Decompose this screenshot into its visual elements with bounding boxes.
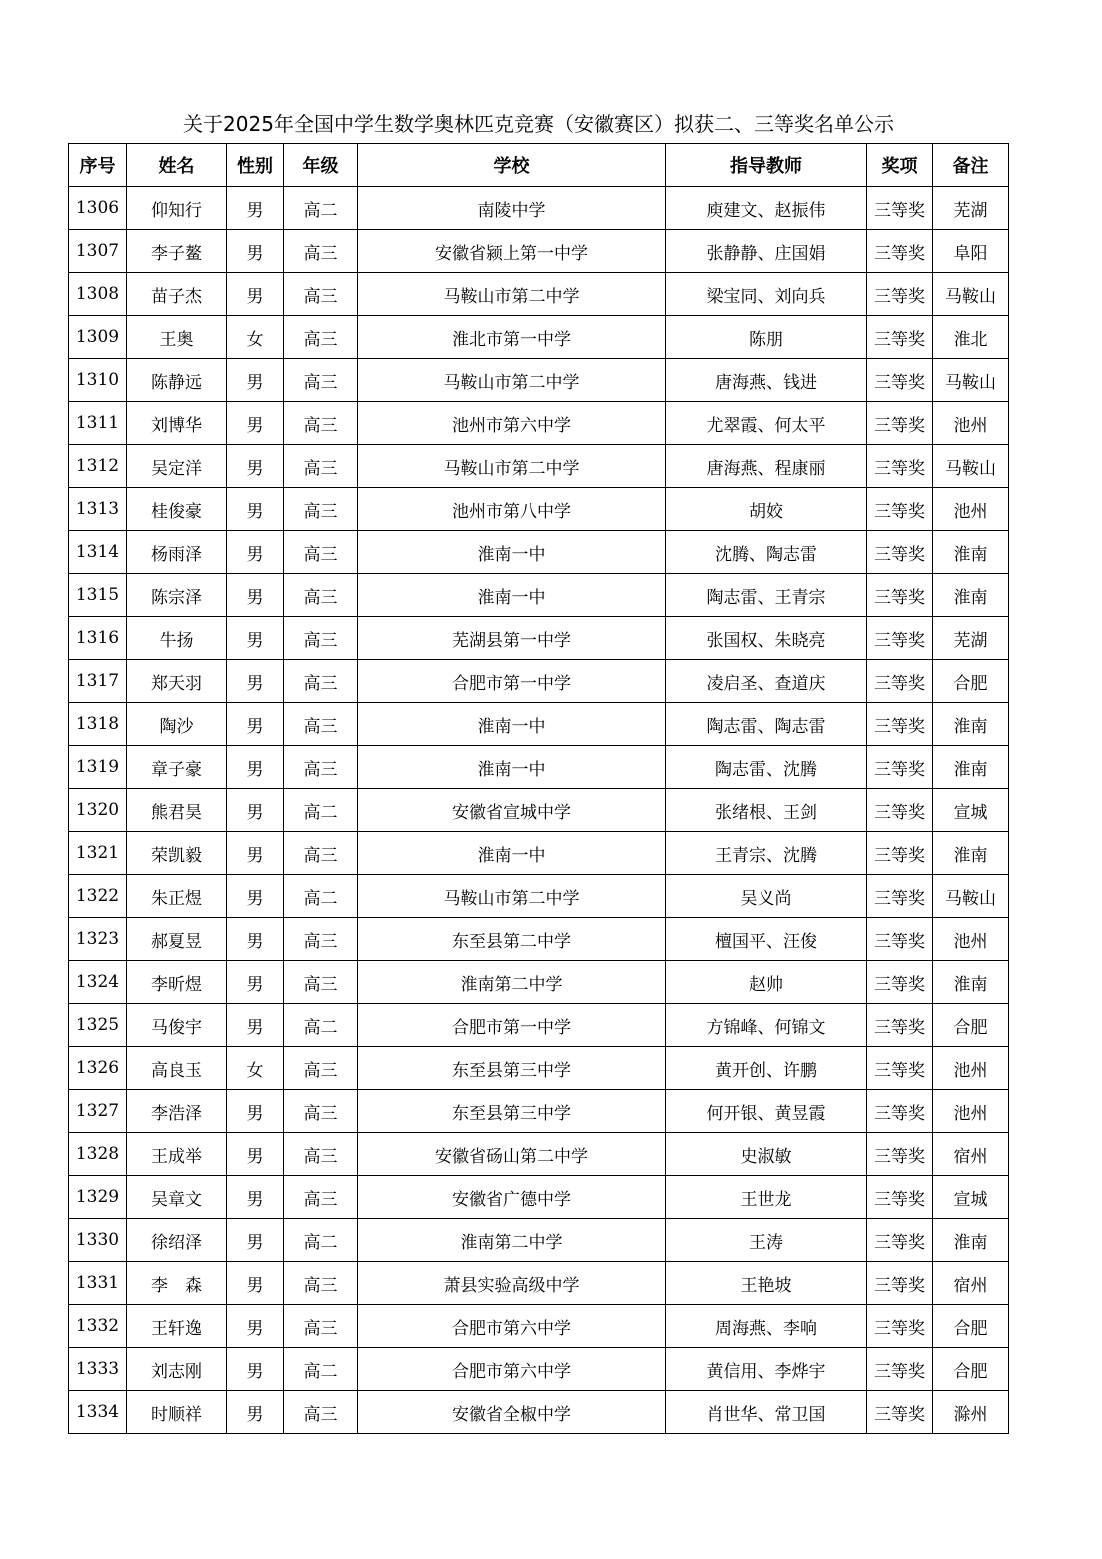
cell-name: 徐绍泽 (127, 1219, 227, 1262)
header-name: 姓名 (127, 144, 227, 187)
cell-index: 1330 (69, 1219, 127, 1262)
cell-gender: 男 (227, 918, 284, 961)
cell-grade: 高三 (284, 273, 358, 316)
cell-index: 1325 (69, 1004, 127, 1047)
header-index: 序号 (69, 144, 127, 187)
cell-award: 三等奖 (867, 660, 933, 703)
cell-gender: 男 (227, 1176, 284, 1219)
cell-grade: 高三 (284, 660, 358, 703)
cell-grade: 高三 (284, 316, 358, 359)
cell-name: 吴定洋 (127, 445, 227, 488)
cell-index: 1314 (69, 531, 127, 574)
cell-teacher: 胡姣 (666, 488, 867, 531)
cell-index: 1313 (69, 488, 127, 531)
cell-remark: 合肥 (933, 660, 1009, 703)
cell-name: 王奥 (127, 316, 227, 359)
cell-grade: 高三 (284, 1305, 358, 1348)
table-row (69, 230, 1009, 273)
cell-name: 朱正煜 (127, 875, 227, 918)
cell-teacher: 陶志雷、王青宗 (666, 574, 867, 617)
cell-remark: 马鞍山 (933, 359, 1009, 402)
cell-index: 1309 (69, 316, 127, 359)
cell-remark: 合肥 (933, 1348, 1009, 1391)
cell-award: 三等奖 (867, 445, 933, 488)
cell-index: 1310 (69, 359, 127, 402)
cell-school: 淮南一中 (358, 703, 666, 746)
table-row (69, 1219, 1009, 1262)
cell-grade: 高三 (284, 1133, 358, 1176)
cell-gender: 男 (227, 789, 284, 832)
cell-school: 合肥市第一中学 (358, 1004, 666, 1047)
cell-index: 1317 (69, 660, 127, 703)
table-row (69, 359, 1009, 402)
cell-remark: 池州 (933, 918, 1009, 961)
cell-school: 芜湖县第一中学 (358, 617, 666, 660)
cell-remark: 马鞍山 (933, 445, 1009, 488)
cell-award: 三等奖 (867, 316, 933, 359)
cell-remark: 淮南 (933, 832, 1009, 875)
cell-school: 马鞍山市第二中学 (358, 445, 666, 488)
cell-teacher: 唐海燕、程康丽 (666, 445, 867, 488)
header-remark: 备注 (933, 144, 1009, 187)
cell-gender: 男 (227, 1090, 284, 1133)
cell-name: 杨雨泽 (127, 531, 227, 574)
cell-grade: 高三 (284, 488, 358, 531)
cell-teacher: 王青宗、沈腾 (666, 832, 867, 875)
cell-grade: 高三 (284, 961, 358, 1004)
cell-award: 三等奖 (867, 703, 933, 746)
cell-award: 三等奖 (867, 273, 933, 316)
header-gender: 性别 (227, 144, 284, 187)
cell-remark: 马鞍山 (933, 273, 1009, 316)
cell-name: 陈静远 (127, 359, 227, 402)
cell-name: 李 森 (127, 1262, 227, 1305)
cell-name: 吴章文 (127, 1176, 227, 1219)
cell-remark: 芜湖 (933, 187, 1009, 230)
cell-school: 安徽省全椒中学 (358, 1391, 666, 1434)
cell-school: 马鞍山市第二中学 (358, 875, 666, 918)
cell-teacher: 黄信用、李烨宇 (666, 1348, 867, 1391)
cell-remark: 合肥 (933, 1305, 1009, 1348)
cell-name: 郝夏昱 (127, 918, 227, 961)
cell-index: 1328 (69, 1133, 127, 1176)
cell-index: 1308 (69, 273, 127, 316)
cell-award: 三等奖 (867, 918, 933, 961)
cell-award: 三等奖 (867, 1262, 933, 1305)
table-row (69, 617, 1009, 660)
cell-gender: 女 (227, 316, 284, 359)
table-row (69, 703, 1009, 746)
cell-award: 三等奖 (867, 488, 933, 531)
cell-name: 郑天羽 (127, 660, 227, 703)
cell-teacher: 方锦峰、何锦文 (666, 1004, 867, 1047)
cell-remark: 宣城 (933, 789, 1009, 832)
cell-grade: 高三 (284, 1090, 358, 1133)
table-row (69, 574, 1009, 617)
cell-index: 1311 (69, 402, 127, 445)
cell-teacher: 凌启圣、查道庆 (666, 660, 867, 703)
cell-teacher: 周海燕、李响 (666, 1305, 867, 1348)
cell-award: 三等奖 (867, 1391, 933, 1434)
cell-remark: 宿州 (933, 1133, 1009, 1176)
cell-remark: 淮南 (933, 574, 1009, 617)
cell-gender: 男 (227, 359, 284, 402)
cell-school: 淮北市第一中学 (358, 316, 666, 359)
cell-name: 章子豪 (127, 746, 227, 789)
cell-name: 熊君昊 (127, 789, 227, 832)
cell-index: 1332 (69, 1305, 127, 1348)
cell-grade: 高三 (284, 703, 358, 746)
cell-remark: 滁州 (933, 1391, 1009, 1434)
cell-remark: 淮南 (933, 961, 1009, 1004)
cell-school: 池州市第八中学 (358, 488, 666, 531)
table-row (69, 273, 1009, 316)
header-row (69, 144, 1009, 187)
cell-teacher: 梁宝同、刘向兵 (666, 273, 867, 316)
table-row (69, 1391, 1009, 1434)
table-row (69, 918, 1009, 961)
header-teacher: 指导教师 (666, 144, 867, 187)
cell-school: 池州市第六中学 (358, 402, 666, 445)
cell-index: 1321 (69, 832, 127, 875)
cell-award: 三等奖 (867, 617, 933, 660)
table-row (69, 402, 1009, 445)
cell-remark: 池州 (933, 1047, 1009, 1090)
cell-teacher: 肖世华、常卫国 (666, 1391, 867, 1434)
cell-gender: 男 (227, 273, 284, 316)
cell-remark: 宣城 (933, 1176, 1009, 1219)
cell-teacher: 唐海燕、钱进 (666, 359, 867, 402)
cell-award: 三等奖 (867, 1176, 933, 1219)
header-award: 奖项 (867, 144, 933, 187)
cell-name: 李昕煜 (127, 961, 227, 1004)
cell-award: 三等奖 (867, 402, 933, 445)
cell-gender: 男 (227, 531, 284, 574)
cell-gender: 男 (227, 488, 284, 531)
cell-index: 1319 (69, 746, 127, 789)
cell-grade: 高三 (284, 359, 358, 402)
cell-gender: 男 (227, 230, 284, 273)
cell-gender: 男 (227, 1305, 284, 1348)
table-row (69, 961, 1009, 1004)
cell-gender: 男 (227, 617, 284, 660)
cell-remark: 池州 (933, 488, 1009, 531)
cell-name: 高良玉 (127, 1047, 227, 1090)
cell-gender: 男 (227, 574, 284, 617)
cell-name: 苗子杰 (127, 273, 227, 316)
cell-remark: 宿州 (933, 1262, 1009, 1305)
cell-gender: 男 (227, 1348, 284, 1391)
cell-name: 陈宗泽 (127, 574, 227, 617)
cell-gender: 男 (227, 1004, 284, 1047)
cell-name: 牛扬 (127, 617, 227, 660)
cell-teacher: 史淑敏 (666, 1133, 867, 1176)
table-row (69, 488, 1009, 531)
cell-grade: 高二 (284, 1348, 358, 1391)
cell-school: 安徽省砀山第二中学 (358, 1133, 666, 1176)
cell-award: 三等奖 (867, 746, 933, 789)
cell-award: 三等奖 (867, 574, 933, 617)
cell-school: 合肥市第一中学 (358, 660, 666, 703)
cell-school: 淮南第二中学 (358, 1219, 666, 1262)
award-list-table (68, 143, 1009, 1434)
cell-remark: 合肥 (933, 1004, 1009, 1047)
cell-grade: 高三 (284, 1047, 358, 1090)
document-title: 关于2025年全国中学生数学奥林匹克竞赛（安徽赛区）拟获二、三等奖名单公示 (183, 112, 894, 136)
cell-gender: 男 (227, 1391, 284, 1434)
cell-teacher: 王世龙 (666, 1176, 867, 1219)
cell-gender: 男 (227, 746, 284, 789)
table-row (69, 832, 1009, 875)
cell-gender: 男 (227, 187, 284, 230)
cell-grade: 高三 (284, 1391, 358, 1434)
cell-award: 三等奖 (867, 1348, 933, 1391)
cell-grade: 高三 (284, 1262, 358, 1305)
table-row (69, 316, 1009, 359)
table-row (69, 187, 1009, 230)
table-row (69, 1004, 1009, 1047)
cell-remark: 淮南 (933, 531, 1009, 574)
cell-award: 三等奖 (867, 187, 933, 230)
cell-remark: 池州 (933, 1090, 1009, 1133)
cell-school: 东至县第二中学 (358, 918, 666, 961)
cell-school: 淮南一中 (358, 574, 666, 617)
cell-teacher: 檀国平、汪俊 (666, 918, 867, 961)
cell-remark: 阜阳 (933, 230, 1009, 273)
cell-grade: 高三 (284, 531, 358, 574)
cell-grade: 高三 (284, 1176, 358, 1219)
table-row (69, 1262, 1009, 1305)
cell-remark: 芜湖 (933, 617, 1009, 660)
cell-school: 安徽省广德中学 (358, 1176, 666, 1219)
cell-remark: 淮南 (933, 1219, 1009, 1262)
cell-name: 刘博华 (127, 402, 227, 445)
cell-school: 东至县第三中学 (358, 1090, 666, 1133)
cell-school: 南陵中学 (358, 187, 666, 230)
cell-teacher: 尤翠霞、何太平 (666, 402, 867, 445)
cell-teacher: 何开银、黄昱霞 (666, 1090, 867, 1133)
cell-index: 1323 (69, 918, 127, 961)
table-row (69, 1305, 1009, 1348)
cell-index: 1324 (69, 961, 127, 1004)
cell-grade: 高三 (284, 574, 358, 617)
cell-name: 时顺祥 (127, 1391, 227, 1434)
cell-teacher: 庾建文、赵振伟 (666, 187, 867, 230)
cell-grade: 高二 (284, 789, 358, 832)
cell-teacher: 黄开创、许鹏 (666, 1047, 867, 1090)
cell-grade: 高二 (284, 1004, 358, 1047)
cell-gender: 男 (227, 961, 284, 1004)
cell-grade: 高二 (284, 187, 358, 230)
cell-award: 三等奖 (867, 359, 933, 402)
cell-teacher: 赵帅 (666, 961, 867, 1004)
table-row (69, 1348, 1009, 1391)
cell-teacher: 王艳坡 (666, 1262, 867, 1305)
cell-gender: 男 (227, 660, 284, 703)
cell-index: 1315 (69, 574, 127, 617)
table-row (69, 445, 1009, 488)
cell-remark: 马鞍山 (933, 875, 1009, 918)
table-row (69, 660, 1009, 703)
cell-teacher: 王涛 (666, 1219, 867, 1262)
cell-gender: 男 (227, 1262, 284, 1305)
cell-grade: 高三 (284, 746, 358, 789)
cell-index: 1316 (69, 617, 127, 660)
cell-award: 三等奖 (867, 1133, 933, 1176)
cell-index: 1320 (69, 789, 127, 832)
cell-index: 1306 (69, 187, 127, 230)
cell-name: 荣凯毅 (127, 832, 227, 875)
cell-remark: 淮南 (933, 746, 1009, 789)
cell-school: 东至县第三中学 (358, 1047, 666, 1090)
cell-teacher: 张静静、庄国娟 (666, 230, 867, 273)
cell-teacher: 张国权、朱晓亮 (666, 617, 867, 660)
table-row (69, 875, 1009, 918)
cell-award: 三等奖 (867, 1219, 933, 1262)
cell-award: 三等奖 (867, 531, 933, 574)
cell-remark: 池州 (933, 402, 1009, 445)
cell-award: 三等奖 (867, 1090, 933, 1133)
cell-index: 1329 (69, 1176, 127, 1219)
cell-school: 萧县实验高级中学 (358, 1262, 666, 1305)
cell-index: 1307 (69, 230, 127, 273)
cell-teacher: 沈腾、陶志雷 (666, 531, 867, 574)
cell-index: 1334 (69, 1391, 127, 1434)
cell-index: 1326 (69, 1047, 127, 1090)
cell-grade: 高三 (284, 832, 358, 875)
cell-award: 三等奖 (867, 875, 933, 918)
cell-school: 马鞍山市第二中学 (358, 359, 666, 402)
cell-teacher: 陶志雷、沈腾 (666, 746, 867, 789)
cell-school: 淮南一中 (358, 746, 666, 789)
cell-index: 1322 (69, 875, 127, 918)
cell-index: 1327 (69, 1090, 127, 1133)
cell-index: 1318 (69, 703, 127, 746)
cell-grade: 高三 (284, 918, 358, 961)
cell-school: 淮南一中 (358, 531, 666, 574)
cell-school: 安徽省颍上第一中学 (358, 230, 666, 273)
cell-grade: 高二 (284, 1219, 358, 1262)
cell-award: 三等奖 (867, 961, 933, 1004)
cell-grade: 高三 (284, 445, 358, 488)
cell-gender: 男 (227, 832, 284, 875)
cell-name: 桂俊豪 (127, 488, 227, 531)
cell-name: 仰知行 (127, 187, 227, 230)
table-row (69, 1090, 1009, 1133)
cell-school: 安徽省宣城中学 (358, 789, 666, 832)
cell-award: 三等奖 (867, 1004, 933, 1047)
cell-teacher: 吴义尚 (666, 875, 867, 918)
cell-teacher: 张绪根、王剑 (666, 789, 867, 832)
cell-grade: 高三 (284, 617, 358, 660)
cell-school: 马鞍山市第二中学 (358, 273, 666, 316)
table-body (69, 187, 1009, 1434)
cell-award: 三等奖 (867, 832, 933, 875)
header-grade: 年级 (284, 144, 358, 187)
cell-school: 合肥市第六中学 (358, 1348, 666, 1391)
cell-remark: 淮南 (933, 703, 1009, 746)
cell-gender: 男 (227, 402, 284, 445)
cell-index: 1312 (69, 445, 127, 488)
cell-teacher: 陈朋 (666, 316, 867, 359)
cell-award: 三等奖 (867, 1305, 933, 1348)
cell-name: 刘志刚 (127, 1348, 227, 1391)
header-school: 学校 (358, 144, 666, 187)
cell-school: 合肥市第六中学 (358, 1305, 666, 1348)
cell-gender: 男 (227, 445, 284, 488)
table-row (69, 746, 1009, 789)
cell-teacher: 陶志雷、陶志雷 (666, 703, 867, 746)
cell-name: 李子鳌 (127, 230, 227, 273)
cell-gender: 男 (227, 1133, 284, 1176)
cell-award: 三等奖 (867, 1047, 933, 1090)
table-row (69, 1047, 1009, 1090)
cell-school: 淮南一中 (358, 832, 666, 875)
cell-name: 陶沙 (127, 703, 227, 746)
cell-name: 李浩泽 (127, 1090, 227, 1133)
table-row (69, 531, 1009, 574)
cell-award: 三等奖 (867, 789, 933, 832)
cell-index: 1331 (69, 1262, 127, 1305)
cell-grade: 高三 (284, 402, 358, 445)
cell-name: 王成举 (127, 1133, 227, 1176)
cell-school: 淮南第二中学 (358, 961, 666, 1004)
table-row (69, 1176, 1009, 1219)
cell-gender: 男 (227, 875, 284, 918)
cell-remark: 淮北 (933, 316, 1009, 359)
cell-index: 1333 (69, 1348, 127, 1391)
table-row (69, 789, 1009, 832)
table-row (69, 1133, 1009, 1176)
cell-grade: 高二 (284, 875, 358, 918)
cell-gender: 男 (227, 703, 284, 746)
cell-gender: 女 (227, 1047, 284, 1090)
cell-grade: 高三 (284, 230, 358, 273)
cell-gender: 男 (227, 1219, 284, 1262)
cell-name: 王轩逸 (127, 1305, 227, 1348)
cell-award: 三等奖 (867, 230, 933, 273)
cell-name: 马俊宇 (127, 1004, 227, 1047)
